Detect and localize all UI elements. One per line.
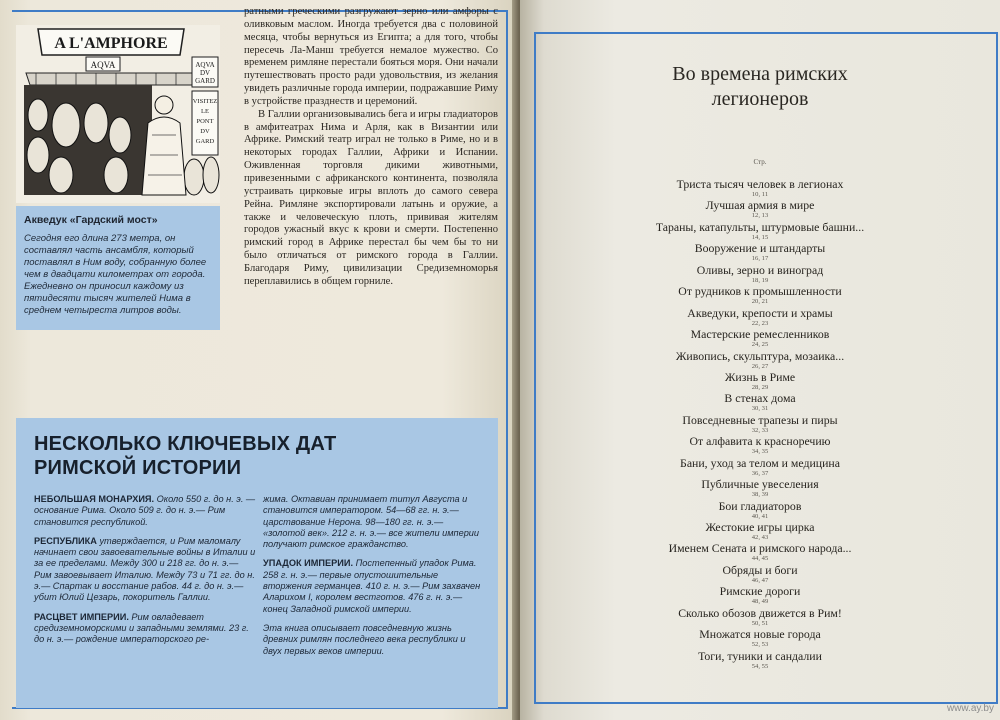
- main-paragraph-1: ратными греческими разгружают зерно или амфоры с оливковым маслом. Иногда требуется два с половиной месяца, чтобы вернуться из Египта; а для того, чтобы пересечь Ла-Манш требуется немалое мужество. Со временем римляне перестали бояться моря. Они начали путешествовать просто ради удовольствия, из желания увидеть различные города империи, подражавшие Риму в устройстве празднеств и церемоний.: [244, 6, 498, 107]
- key-dates-column-1: [34, 494, 256, 654]
- key-dates-heading: [34, 432, 336, 480]
- dates-entry-lead: РАСЦВЕТ ИМПЕРИИ.: [34, 611, 129, 622]
- toc-item-pages: 48, 49: [751, 598, 769, 606]
- visitez-line-2: LE: [201, 108, 209, 115]
- toc-item-pages: 28, 29: [751, 383, 769, 391]
- key-dates-heading-line-2: РИМСКОЙ ИСТОРИИ: [34, 457, 242, 479]
- toc-item: [520, 328, 1000, 349]
- dates-entry: [34, 536, 256, 604]
- toc-item: [520, 628, 1000, 649]
- toc-item-pages: 50, 51: [751, 619, 769, 627]
- toc-item: [520, 178, 1000, 199]
- toc-item-title: Вооружение и штандарты: [694, 241, 826, 256]
- toc-item: [520, 307, 1000, 328]
- dates-entry: [263, 558, 485, 614]
- toc-item-title: Бани, уход за телом и медицина: [680, 455, 840, 470]
- toc-item-title: Акведуки, крепости и храмы: [687, 305, 833, 320]
- toc-item-title: Жизнь в Риме: [724, 369, 796, 384]
- toc-item-title: В стенах дома: [724, 391, 796, 406]
- toc-item-title: Оливы, зерно и виноград: [696, 262, 824, 277]
- key-dates-heading-line-1: НЕСКОЛЬКО КЛЮЧЕВЫХ ДАТ: [34, 433, 337, 455]
- toc-item-title: Сколько обозов движется в Рим!: [678, 605, 842, 620]
- toc-item-title: Именем Сената и римского народа...: [668, 541, 852, 556]
- toc-item: [520, 414, 1000, 435]
- aqueduct-text: Сегодня его длина 273 метра, он составлял часть ансамбля, который поставлял в Ним воду, собранную более чем в двадцати километрах от города. Ежедневно он приносил каждому из пятидесяти тысяч жителей Нима в среднем четыреста литров воды.: [24, 233, 207, 316]
- toc-item-title: Тараны, катапульты, штурмовые башни...: [655, 219, 865, 234]
- toc-item: [520, 585, 1000, 606]
- sign-aqva-text: AQVA: [90, 60, 116, 70]
- toc-item: [520, 457, 1000, 478]
- toc-item-pages: 46, 47: [751, 576, 769, 584]
- dates-entry-text: утверждается, и Рим маломалу начинает свои завоевательные войны в Италии и за ее пределами. Между 300 и 218 гг. до н. э.— Рим завоевывает Италию. Между 73 и 71 гг. до н. э.— Спартак и восстание рабов. 44 г. до н. э.— убит Юлий Цезарь, покоритель Галлии.: [34, 535, 256, 603]
- toc-item: [520, 392, 1000, 413]
- toc-item: [520, 478, 1000, 499]
- side-sign-line-1: AQVA: [195, 61, 215, 69]
- toc-item-pages: 30, 31: [751, 405, 769, 413]
- dates-entry-lead: НЕБОЛЬШАЯ МОНАРХИЯ.: [34, 494, 155, 504]
- dates-entry-lead: УПАДОК ИМПЕРИИ.: [263, 558, 354, 569]
- contents-title-line-1: Во времена римских: [672, 63, 848, 85]
- toc-item-pages: 18, 19: [751, 276, 769, 284]
- toc-item-title: Живопись, скульптура, мозаика...: [675, 348, 845, 363]
- toc-item-pages: 16, 17: [751, 255, 769, 263]
- toc-item-title: Лучшая армия в мире: [705, 198, 815, 213]
- dates-entry-text: Рим овладевает средиземноморскими и западными землями. 23 г. до н. э.— рождение императорского ре-: [34, 611, 249, 645]
- toc-item: [520, 221, 1000, 242]
- dates-entry-text: Эта книга описывает повседневную жизнь древних римлян последнего века республики и двух первых веков империи.: [263, 622, 466, 656]
- toc-item-pages: 26, 27: [751, 362, 769, 370]
- toc-item-pages: 20, 21: [751, 298, 769, 306]
- toc-item: [520, 285, 1000, 306]
- toc-item-pages: 34, 35: [751, 448, 769, 456]
- aqueduct-title: Акведук «Гардский мост»: [24, 214, 158, 226]
- toc-item-title: Римские дороги: [719, 584, 801, 599]
- toc-item-title: Повседневные трапезы и пиры: [682, 412, 838, 427]
- toc-item-pages: 38, 39: [751, 491, 769, 499]
- toc-item-pages: 40, 41: [751, 512, 769, 520]
- contents-title-line-2: легионеров: [711, 88, 809, 110]
- dates-entry: [263, 623, 485, 657]
- toc-item: [520, 242, 1000, 263]
- toc-item-title: Жестокие игры цирка: [705, 520, 815, 534]
- toc-item: [520, 199, 1000, 220]
- toc-item-pages: 24, 25: [751, 341, 769, 349]
- visitez-line-5: GARD: [195, 138, 215, 145]
- visitez-line-3: PONT: [196, 118, 214, 125]
- dates-entry: [34, 612, 256, 646]
- toc-item-pages: 54, 55: [751, 662, 769, 670]
- toc-item: [520, 650, 1000, 671]
- amphora-shop-illustration: [16, 25, 220, 203]
- toc-item: [520, 607, 1000, 628]
- table-of-contents: [520, 178, 1000, 671]
- toc-item: [520, 350, 1000, 371]
- side-sign-line-3: GARD: [195, 77, 215, 85]
- visitez-line-1: VISITEZ: [192, 98, 218, 105]
- watermark: www.ay.by: [946, 703, 994, 714]
- main-paragraph-2: В Галлии организовывались бега и игры гладиаторов в амфитеатрах Нима и Арля, как в Византии или Африке. Римский театр играл не только в Риме, но и в некоторых городах Галлии, Африки и Испании. Оживленная торговля дикими животными, привезенными с африканского континента, позволяла устраивать цирковые игры вплоть до самого севера Рейна. Римляне экспортировали латынь и оружие, а также и человеческую плоть, прививая жителям городов ужасный вкус к крови и смерти. Постепенно римский город в Африке перестал бы чем бы то ни было отличаться от римского города в Галлии. Благодаря Риму, цивилизации Средиземноморья переплавились в общем горниле.: [244, 108, 498, 287]
- sign-top-text: A L'AMPHORE: [54, 35, 168, 52]
- toc-item-title: Триста тысяч человек в легионах: [676, 177, 844, 191]
- toc-item: [520, 564, 1000, 585]
- dates-entry-text: жима. Октавиан принимает титул Августа и становится императором. 54—68 гг. н. э.— царствование Нерона. 98—180 гг. н. э.— «золотой век». 212 г. н. э.— все жители империи получают римское гражданство.: [263, 494, 480, 550]
- toc-item-pages: 14, 15: [751, 233, 769, 241]
- toc-item-title: Тоги, туники и сандалии: [698, 648, 822, 663]
- toc-item-title: Мастерские ремесленников: [690, 327, 830, 342]
- toc-item-title: От рудников к промышленности: [678, 284, 842, 299]
- toc-item: [520, 521, 1000, 542]
- shop-drawing: [16, 25, 220, 203]
- contents-title: [520, 62, 1000, 112]
- toc-item-pages: 52, 53: [751, 641, 769, 649]
- toc-item-pages: 12, 13: [751, 212, 769, 220]
- toc-item-pages: 42, 43: [751, 534, 769, 541]
- toc-item-pages: 10, 11: [751, 191, 769, 198]
- toc-item-title: Публичные увеселения: [701, 477, 819, 492]
- toc-item: [520, 264, 1000, 285]
- toc-item: [520, 500, 1000, 521]
- toc-item-pages: 32, 33: [751, 426, 769, 434]
- aqueduct-caption-box: [16, 206, 220, 330]
- key-dates-box: [16, 418, 498, 708]
- visitez-line-4: DV: [200, 128, 210, 135]
- toc-item-pages: 36, 37: [751, 469, 769, 477]
- toc-item-title: От алфавита к красноречию: [689, 434, 831, 449]
- toc-item: [520, 435, 1000, 456]
- toc-item-title: Бои гладиаторов: [718, 498, 802, 513]
- main-text-column: [244, 6, 498, 289]
- toc-item: [520, 371, 1000, 392]
- toc-item-title: Множатся новые города: [699, 627, 821, 642]
- dates-entry-text: Около 550 г. до н. э. — основание Рима. Около 509 г. до н. э.— Рим становится республикой.: [34, 494, 256, 527]
- right-page: [520, 0, 1000, 720]
- dates-entry: [34, 494, 256, 528]
- toc-item-pages: 22, 23: [751, 319, 769, 327]
- toc-item-title: Обряды и боги: [722, 562, 798, 577]
- side-sign-line-2: DV: [199, 69, 211, 77]
- dates-entry-text: Постепенный упадок Рима. 258 г. н. э.— первые опустошительные вторжения германцев. 410 г. н. э.— Рим захвачен Аларихом I, королем вестготов. 476 г. н. э.— конец Западной римской империи.: [263, 558, 481, 614]
- dates-entry-lead: РЕСПУБЛИКА: [34, 535, 97, 546]
- toc-item: [520, 542, 1000, 563]
- page-column-label: Стр.: [753, 158, 767, 166]
- toc-item-pages: 44, 45: [751, 555, 769, 563]
- key-dates-column-2: [263, 494, 485, 665]
- dates-entry: [263, 494, 485, 550]
